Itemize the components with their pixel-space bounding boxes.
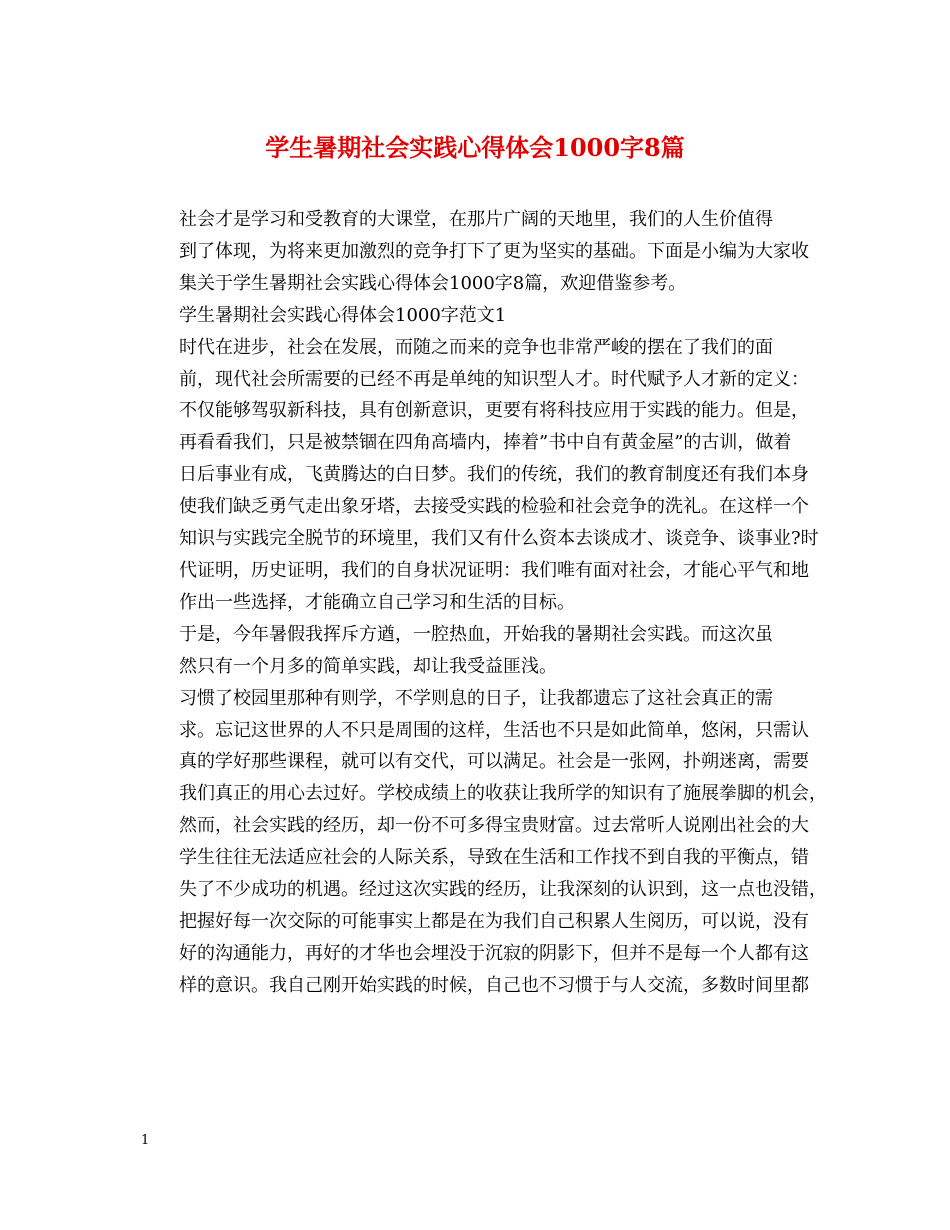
text-line: 到了体现，为将来更加激烈的竞争打下了更为坚实的基础。下面是小编为大家收 xyxy=(179,240,809,262)
text-line: 时代在进步，社会在发展，而随之而来的竞争也非常严峻的摆在了我们的面 xyxy=(179,336,773,358)
text-line: 不仅能够驾驭新科技，具有创新意识，更要有将科技应用于实践的能力。但是， xyxy=(179,400,809,422)
text-line: 好的沟通能力，再好的才华也会埋没于沉寂的阴影下，但并不是每一个人都有这 xyxy=(179,942,809,964)
text-line: 真的学好那些课程，就可以有交代，可以满足。社会是一张网，扑朔迷离，需要 xyxy=(179,751,809,773)
text-line: 求。忘记这世界的人不只是周围的这样，生活也不只是如此简单，悠闲，只需认 xyxy=(179,719,809,741)
text-line: 集关于学生暑期社会实践心得体会1000字8篇，欢迎借鉴参考。 xyxy=(179,272,687,294)
text-line: 然而，社会实践的经历，却一份不可多得宝贵财富。过去常听人说刚出社会的大 xyxy=(179,815,809,837)
text-line: 把握好每一次交际的可能事实上都是在为我们自己积累人生阅历，可以说，没有 xyxy=(179,910,809,932)
text-line: 学生往往无法适应社会的人际关系，导致在生活和工作找不到自我的平衡点，错 xyxy=(179,847,809,869)
text-line: 代证明，历史证明，我们的自身状况证明：我们唯有面对社会，才能心平气和地 xyxy=(179,559,809,581)
text-line: 前，现代社会所需要的已经不再是单纯的知识型人才。时代赋予人才新的定义： xyxy=(179,368,809,390)
section-heading xyxy=(143,300,807,332)
text-line: 于是，今年暑假我挥斥方遒，一腔热血，开始我的暑期社会实践。而这次虽 xyxy=(179,623,773,645)
paragraph xyxy=(143,619,807,683)
text-line: 习惯了校园里那种有则学，不学则息的日子，让我都遗忘了这社会真正的需 xyxy=(179,687,773,709)
text-line: 然只有一个月多的简单实践，却让我受益匪浅。 xyxy=(179,655,557,677)
text-line: 我们真正的用心去过好。学校成绩上的收获让我所学的知识有了施展拳脚的机会， xyxy=(179,783,827,805)
text-line: 学生暑期社会实践心得体会1000字范文1 xyxy=(179,304,507,326)
paragraph xyxy=(143,332,819,619)
text-line: 失了不少成功的机遇。经过这次实践的经历，让我深刻的认识到，这一点也没错， xyxy=(179,879,827,901)
text-line: 作出一些选择，才能确立自己学习和生活的目标。 xyxy=(179,591,575,613)
document-body xyxy=(143,204,827,1002)
text-line: 日后事业有成，飞黄腾达的白日梦。我们的传统，我们的教育制度还有我们本身 xyxy=(179,464,809,486)
paragraph xyxy=(143,683,827,1002)
page-number: 1 xyxy=(141,1133,150,1148)
text-line: 样的意识。我自己刚开始实践的时候，自己也不习惯于与人交流，多数时间里都 xyxy=(179,974,809,996)
text-line: 知识与实践完全脱节的环境里，我们又有什么资本去谈成才、谈竞争、谈事业?时 xyxy=(179,528,819,550)
text-line: 再看看我们，只是被禁锢在四角高墙内，捧着”书中自有黄金屋”的古训，做着 xyxy=(179,432,792,454)
text-line: 社会才是学习和受教育的大课堂，在那片广阔的天地里，我们的人生价值得 xyxy=(179,209,773,230)
paragraph-intro xyxy=(143,204,807,300)
text-line: 使我们缺乏勇气走出象牙塔，去接受实践的检验和社会竞争的洗礼。在这样一个 xyxy=(179,496,809,518)
document-title: 学生暑期社会实践心得体会1000字8篇 xyxy=(265,133,685,162)
